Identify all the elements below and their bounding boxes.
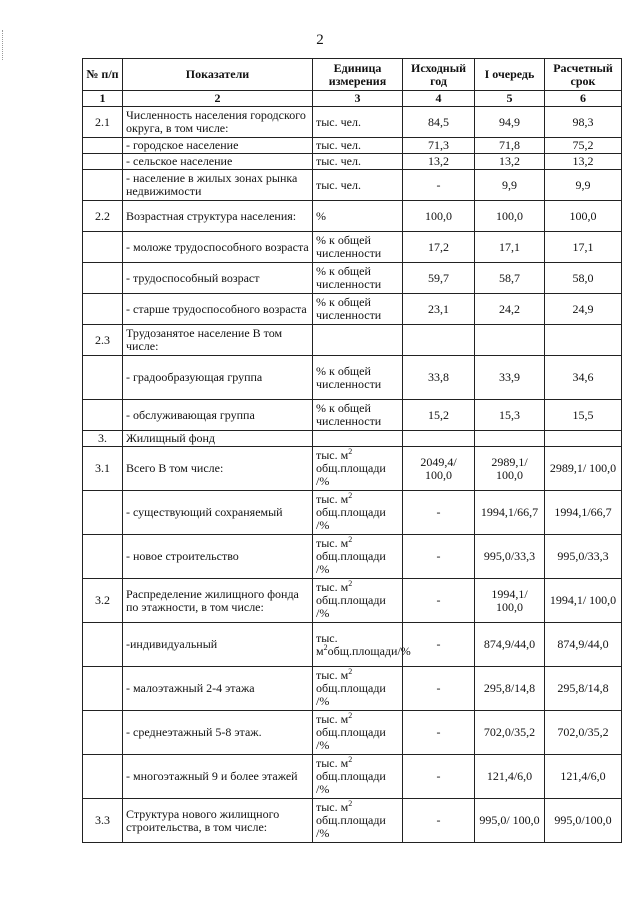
header-num: № п/п [83, 59, 123, 91]
row-base-year-value: - [403, 623, 475, 667]
row-unit: тыс. чел. [313, 107, 403, 138]
row-indicator: - среднеэтажный 5-8 этаж. [123, 711, 313, 755]
row-base-year-value: - [403, 535, 475, 579]
row-number [83, 356, 123, 400]
col-number: 3 [313, 91, 403, 107]
row-target-value: 13,2 [545, 154, 622, 170]
row-number: 2.3 [83, 325, 123, 356]
row-first-stage-value: 2989,1/ 100,0 [475, 447, 545, 491]
row-target-value: 1994,1/66,7 [545, 491, 622, 535]
table-row [83, 294, 622, 325]
row-indicator: Численность населения городского округа, в том числе: [123, 107, 313, 138]
row-base-year-value: - [403, 711, 475, 755]
row-first-stage-value: 94,9 [475, 107, 545, 138]
row-first-stage-value [475, 325, 545, 356]
row-first-stage-value: 71,8 [475, 138, 545, 154]
row-target-value: 2989,1/ 100,0 [545, 447, 622, 491]
row-indicator: - городское население [123, 138, 313, 154]
row-indicator: Трудозанятое население В том числе: [123, 325, 313, 356]
column-number-row [83, 91, 622, 107]
row-first-stage-value: 995,0/33,3 [475, 535, 545, 579]
row-first-stage-value: 9,9 [475, 170, 545, 201]
table-row [83, 107, 622, 138]
row-number [83, 294, 123, 325]
row-unit: тыс. $м^2$ общ.площади /% [313, 447, 403, 491]
row-first-stage-value: 995,0/ 100,0 [475, 799, 545, 843]
row-indicator: - старше трудоспособного возраста [123, 294, 313, 325]
row-unit: тыс. $м^2$ общ.площади /% [313, 535, 403, 579]
row-base-year-value: - [403, 799, 475, 843]
row-base-year-value [403, 431, 475, 447]
row-unit: тыс. чел. [313, 138, 403, 154]
row-unit: тыс. $м^2$ общ.площади /% [313, 711, 403, 755]
row-target-value: 995,0/33,3 [545, 535, 622, 579]
row-first-stage-value: 121,4/6,0 [475, 755, 545, 799]
row-unit: % к общей численности [313, 356, 403, 400]
row-indicator: - население в жилых зонах рынка недвижимости [123, 170, 313, 201]
row-unit [313, 431, 403, 447]
row-target-value: 17,1 [545, 232, 622, 263]
row-first-stage-value: 1994,1/66,7 [475, 491, 545, 535]
header-target: Расчетный срок [545, 59, 622, 91]
row-target-value: 121,4/6,0 [545, 755, 622, 799]
row-target-value: 24,9 [545, 294, 622, 325]
header-row [83, 59, 622, 91]
row-first-stage-value: 874,9/44,0 [475, 623, 545, 667]
row-indicator: - сельское население [123, 154, 313, 170]
row-first-stage-value [475, 431, 545, 447]
row-first-stage-value: 58,7 [475, 263, 545, 294]
row-target-value: 295,8/14,8 [545, 667, 622, 711]
table-row [83, 535, 622, 579]
row-number: 3.1 [83, 447, 123, 491]
col-number: 6 [545, 91, 622, 107]
table-row [83, 447, 622, 491]
row-number [83, 232, 123, 263]
row-unit: тыс. $м^2$ общ.площади /% [313, 579, 403, 623]
table-row [83, 623, 622, 667]
row-first-stage-value: 13,2 [475, 154, 545, 170]
header-unit: Единица измерения [313, 59, 403, 91]
indicators-table [82, 58, 622, 843]
row-indicator: Распределение жилищного фонда по этажности, в том числе: [123, 579, 313, 623]
row-indicator: - обслуживающая группа [123, 400, 313, 431]
row-target-value: 34,6 [545, 356, 622, 400]
row-number [83, 535, 123, 579]
row-first-stage-value: 33,9 [475, 356, 545, 400]
row-first-stage-value: 17,1 [475, 232, 545, 263]
row-indicator: - градообразующая группа [123, 356, 313, 400]
row-target-value: 9,9 [545, 170, 622, 201]
row-unit [313, 325, 403, 356]
row-number [83, 400, 123, 431]
table-row [83, 431, 622, 447]
col-number: 5 [475, 91, 545, 107]
row-base-year-value: 2049,4/ 100,0 [403, 447, 475, 491]
row-base-year-value: 59,7 [403, 263, 475, 294]
row-base-year-value: 84,5 [403, 107, 475, 138]
row-base-year-value: 100,0 [403, 201, 475, 232]
row-unit: % к общей численности [313, 263, 403, 294]
row-indicator: - моложе трудоспособного возраста [123, 232, 313, 263]
row-number [83, 755, 123, 799]
row-indicator: Всего В том числе: [123, 447, 313, 491]
header-first-stage: I очередь [475, 59, 545, 91]
row-target-value: 874,9/44,0 [545, 623, 622, 667]
row-target-value [545, 325, 622, 356]
table-row [83, 154, 622, 170]
table-row [83, 325, 622, 356]
row-indicator: - новое строительство [123, 535, 313, 579]
row-unit: тыс. чел. [313, 154, 403, 170]
row-number: 3.3 [83, 799, 123, 843]
row-unit: % [313, 201, 403, 232]
table-row [83, 491, 622, 535]
col-number: 1 [83, 91, 123, 107]
row-number: 2.2 [83, 201, 123, 232]
row-number [83, 623, 123, 667]
row-target-value: 15,5 [545, 400, 622, 431]
col-number: 2 [123, 91, 313, 107]
row-first-stage-value: 24,2 [475, 294, 545, 325]
row-indicator: - существующий сохраняемый [123, 491, 313, 535]
row-base-year-value: 33,8 [403, 356, 475, 400]
row-first-stage-value: 702,0/35,2 [475, 711, 545, 755]
row-number [83, 154, 123, 170]
table-row [83, 170, 622, 201]
table-row [83, 400, 622, 431]
row-target-value: 58,0 [545, 263, 622, 294]
row-number [83, 263, 123, 294]
row-base-year-value: 13,2 [403, 154, 475, 170]
table-row [83, 667, 622, 711]
table-row [83, 799, 622, 843]
row-base-year-value: - [403, 579, 475, 623]
row-target-value: 702,0/35,2 [545, 711, 622, 755]
row-indicator: -индивидуальный [123, 623, 313, 667]
col-number: 4 [403, 91, 475, 107]
row-target-value: 100,0 [545, 201, 622, 232]
row-number: 3. [83, 431, 123, 447]
table-row [83, 201, 622, 232]
table-row [83, 711, 622, 755]
row-base-year-value: - [403, 755, 475, 799]
row-target-value [545, 431, 622, 447]
row-unit: тыс. $м^2$ общ.площади /% [313, 799, 403, 843]
row-unit: тыс. $м^2$ общ.площади /% [313, 491, 403, 535]
row-number [83, 170, 123, 201]
row-indicator: Возрастная структура населения: [123, 201, 313, 232]
row-base-year-value [403, 325, 475, 356]
row-base-year-value: - [403, 491, 475, 535]
row-number [83, 667, 123, 711]
row-unit: % к общей численности [313, 232, 403, 263]
row-number [83, 138, 123, 154]
header-indicator: Показатели [123, 59, 313, 91]
row-base-year-value: - [403, 667, 475, 711]
row-first-stage-value: 295,8/14,8 [475, 667, 545, 711]
row-indicator: Жилищный фонд [123, 431, 313, 447]
row-first-stage-value: 1994,1/ 100,0 [475, 579, 545, 623]
row-indicator: - малоэтажный 2-4 этажа [123, 667, 313, 711]
row-indicator: - трудоспособный возраст [123, 263, 313, 294]
row-unit: тыс. $м^2$ общ.площади /% [313, 667, 403, 711]
row-unit: % к общей численности [313, 294, 403, 325]
row-number [83, 711, 123, 755]
row-first-stage-value: 100,0 [475, 201, 545, 232]
row-indicator: Структура нового жилищного строительства, в том числе: [123, 799, 313, 843]
row-number: 2.1 [83, 107, 123, 138]
table-row [83, 263, 622, 294]
row-unit: тыс. $м^2$ общ.площади /% [313, 755, 403, 799]
row-number [83, 491, 123, 535]
row-target-value: 1994,1/ 100,0 [545, 579, 622, 623]
row-base-year-value: 15,2 [403, 400, 475, 431]
row-target-value: 995,0/100,0 [545, 799, 622, 843]
row-base-year-value: 23,1 [403, 294, 475, 325]
page-number: 2 [316, 32, 324, 48]
row-target-value: 75,2 [545, 138, 622, 154]
table-row [83, 755, 622, 799]
table-row [83, 579, 622, 623]
row-base-year-value: 17,2 [403, 232, 475, 263]
row-unit: тыс. чел. [313, 170, 403, 201]
row-unit: % к общей численности [313, 400, 403, 431]
row-base-year-value: 71,3 [403, 138, 475, 154]
row-number: 3.2 [83, 579, 123, 623]
row-indicator: - многоэтажный 9 и более этажей [123, 755, 313, 799]
row-target-value: 98,3 [545, 107, 622, 138]
header-base-year: Исходный год [403, 59, 475, 91]
table-row [83, 356, 622, 400]
table-row [83, 232, 622, 263]
row-first-stage-value: 15,3 [475, 400, 545, 431]
table-row [83, 138, 622, 154]
row-base-year-value: - [403, 170, 475, 201]
row-unit: тыс. $м^2общ.площади/\%$ [313, 623, 403, 667]
